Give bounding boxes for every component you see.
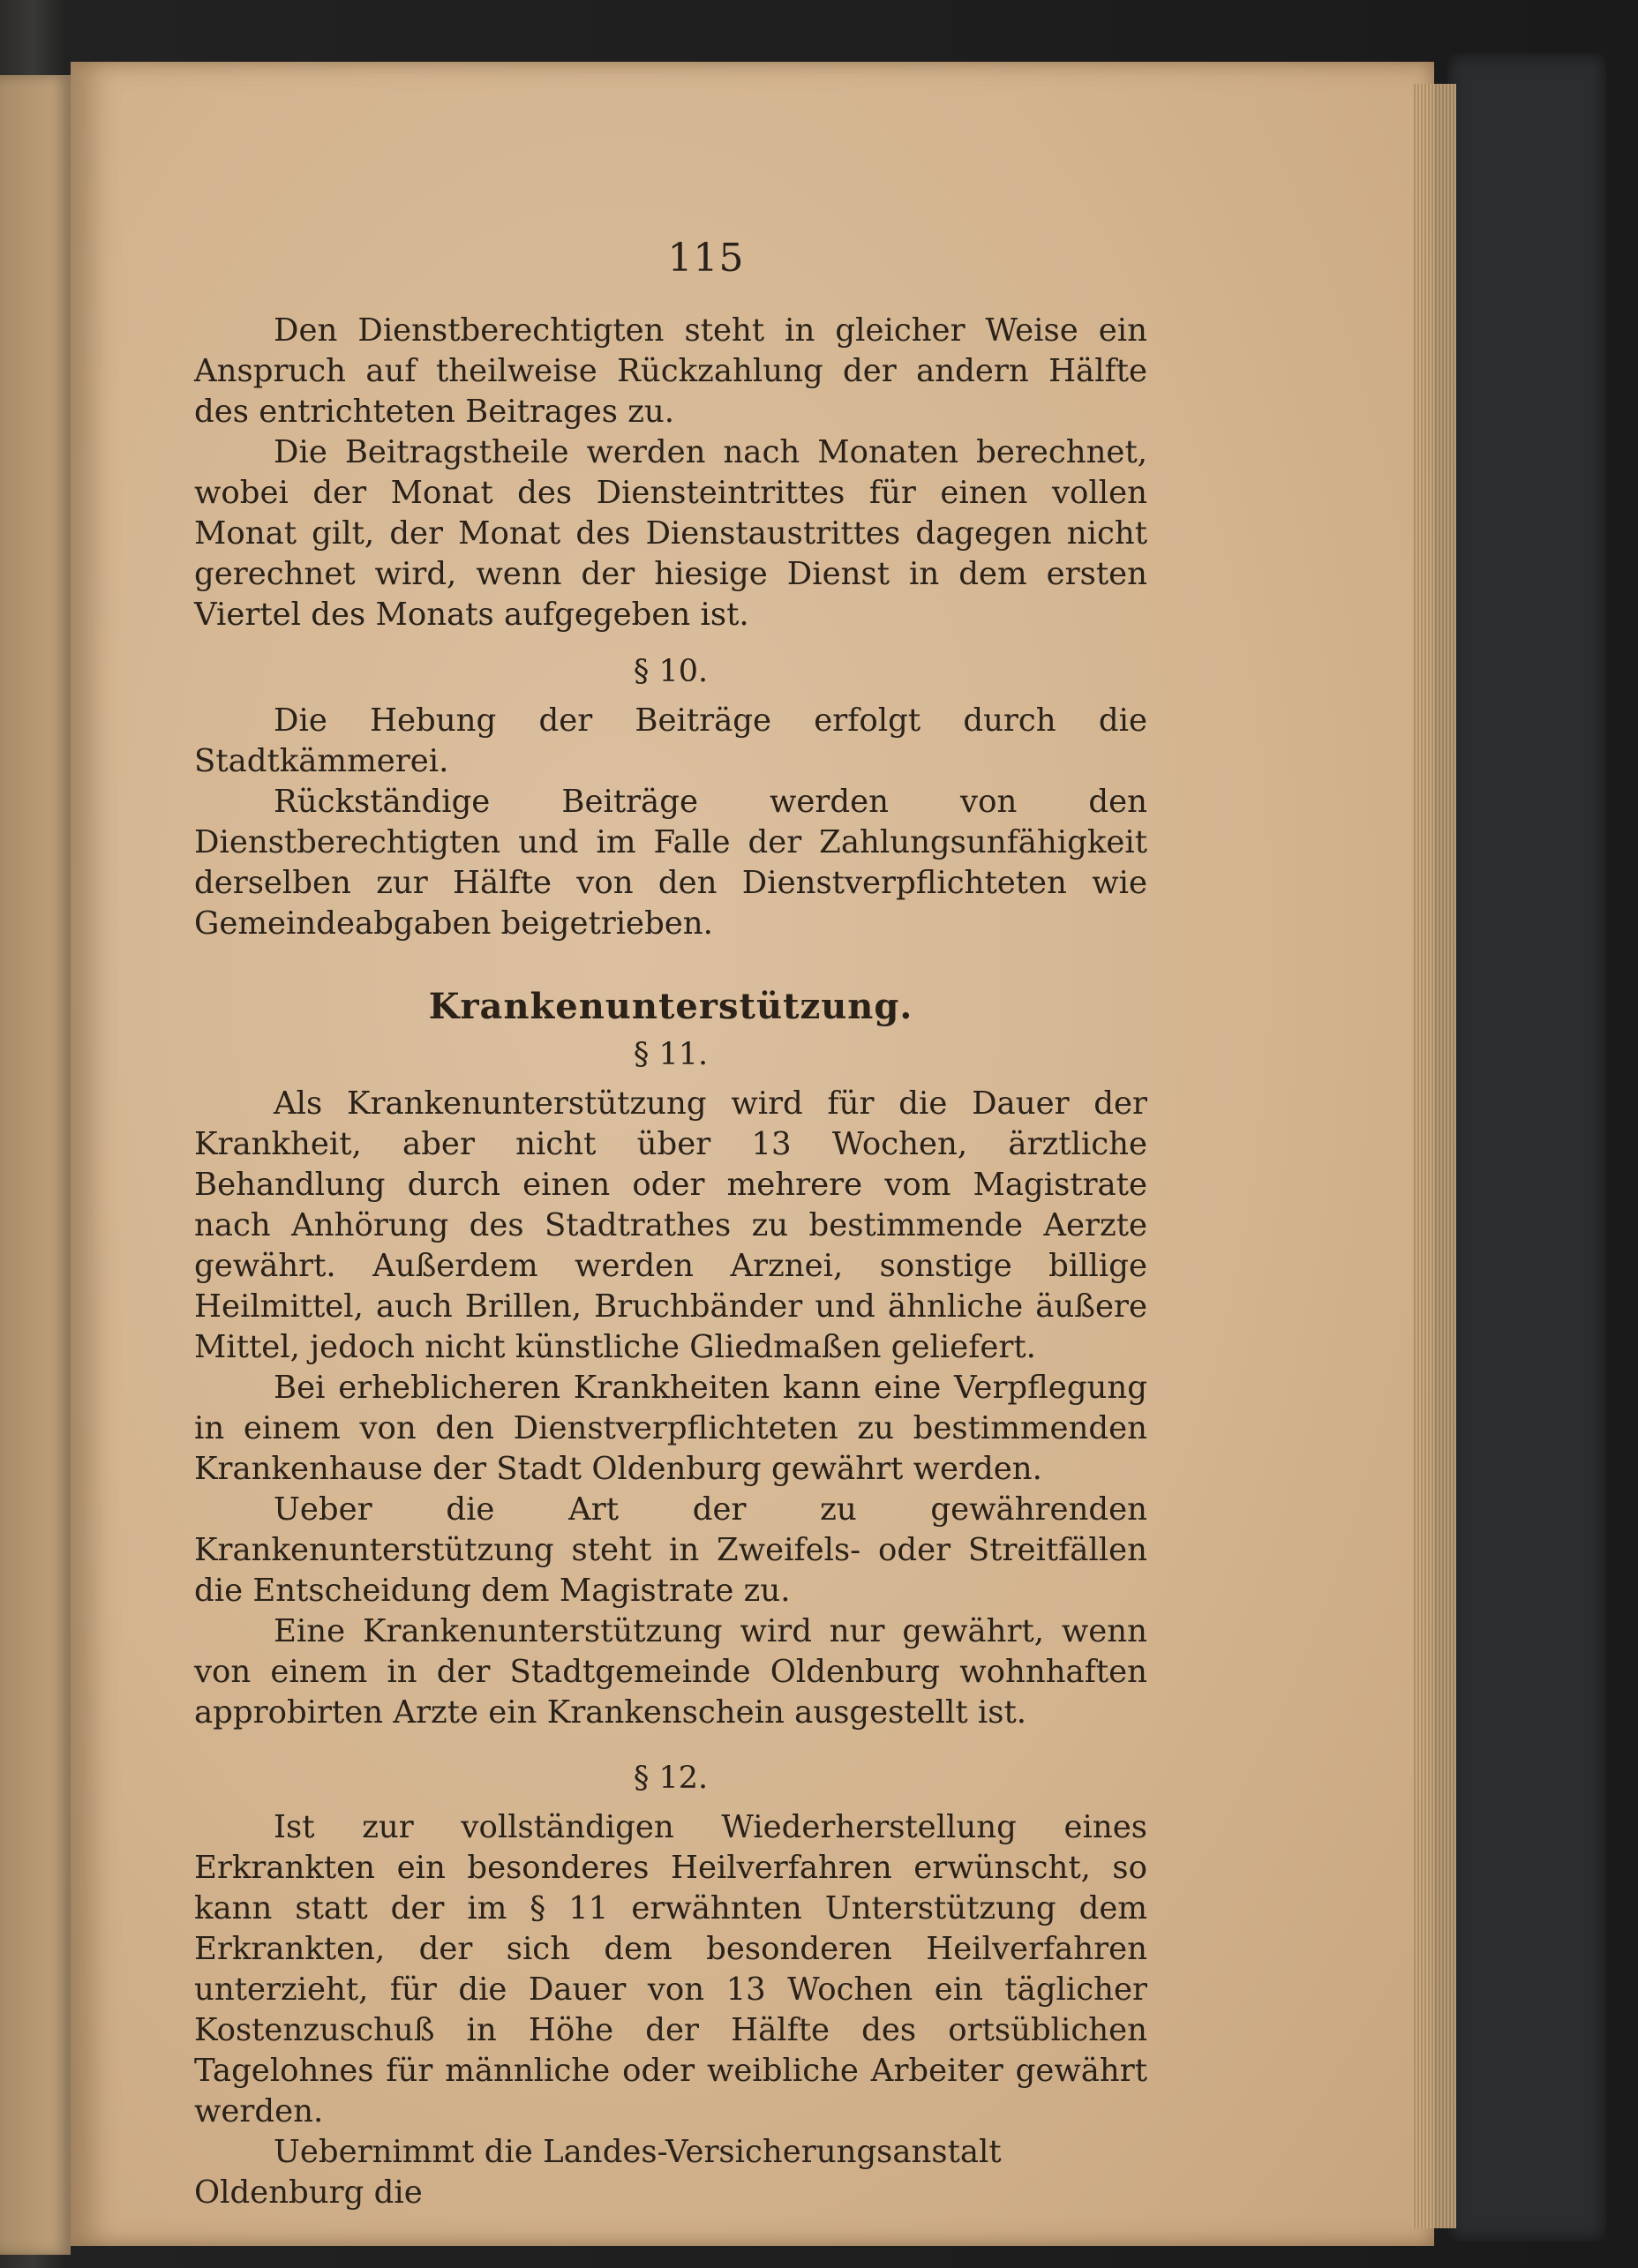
paragraph: Eine Krankenunterstützung wird nur gewährt, wenn von einem in der Stadtgemeinde Oldenburg wohnhaften approbirten Arzte ein Krankenschein ausgestellt ist. [194,1613,1147,1731]
page-stack-edge [1412,84,1456,2228]
paragraph: Als Krankenunterstützung wird für die Dauer der Krankheit, aber nicht über 13 Wochen, ärztliche Behandlung durch einen oder mehrere vom Magistrate nach Anhörung des Stadtrathes zu bestimmende Aerzte gewährt. Außerdem werden Arznei, sonstige billige Heilmittel, auch Brillen, Bruchbänder und ähnliche äußere Mittel, jedoch nicht künstliche Gliedmaßen geliefert. [194,1085,1147,1365]
page-number: 115 [667,236,745,281]
paragraph: Rückständige Beiträge werden von den Dienstberechtigten und im Falle der Zahlungsunfähigkeit derselben zur Hälfte von den Dienstverpflichteten wie Gemeindeabgaben beigetrieben. [194,784,1147,942]
paragraph: Uebernimmt die Landes-Versicherungsanstalt Oldenburg die [194,2134,1002,2211]
section-heading: Krankenunterstützung. [428,986,913,1027]
book-cover-right [1447,53,1606,2242]
section-number: § 12. [633,1761,709,1796]
paragraph: Den Dienstberechtigten steht in gleicher Weise ein Anspruch auf theilweise Rückzahlung der andern Hälfte des entrichteten Beitrages zu. [194,312,1147,430]
paragraph: Ist zur vollständigen Wiederherstellung eines Erkrankten ein besonderes Heilverfahren erwünscht, so kann statt der im § 11 erwähnten Unterstützung dem Erkrankten, der sich dem besonderen Heilverfahren unterzieht, für die Dauer von 13 Wochen ein täglicher Kostenzuschuß in Höhe der Hälfte des ortsüblichen Tagelohnes für männliche oder weibliche Arbeiter gewährt werden. [194,1809,1147,2129]
paragraph: Ueber die Art der zu gewährenden Krankenunterstützung steht in Zweifels- oder Streitfällen die Entscheidung dem Magistrate zu. [194,1491,1147,1609]
section-number: § 11. [633,1037,709,1072]
page-text [194,238,1147,2213]
previous-page-edge [0,75,71,2255]
paragraph: Die Beitragstheile werden nach Monaten berechnet, wobei der Monat des Diensteintrittes für einen vollen Monat gilt, der Monat des Dienstaustrittes dagegen nicht gerechnet wird, wenn der hiesige Dienst in dem ersten Viertel des Monats aufgegeben ist. [194,434,1147,633]
section-number: § 10. [633,654,709,689]
paragraph: Die Hebung der Beiträge erfolgt durch die Stadtkämmerei. [194,702,1147,779]
paragraph: Bei erheblicheren Krankheiten kann eine Verpflegung in einem von den Dienstverpflichteten zu bestimmenden Krankenhause der Stadt Oldenburg gewährt werden. [194,1370,1147,1487]
